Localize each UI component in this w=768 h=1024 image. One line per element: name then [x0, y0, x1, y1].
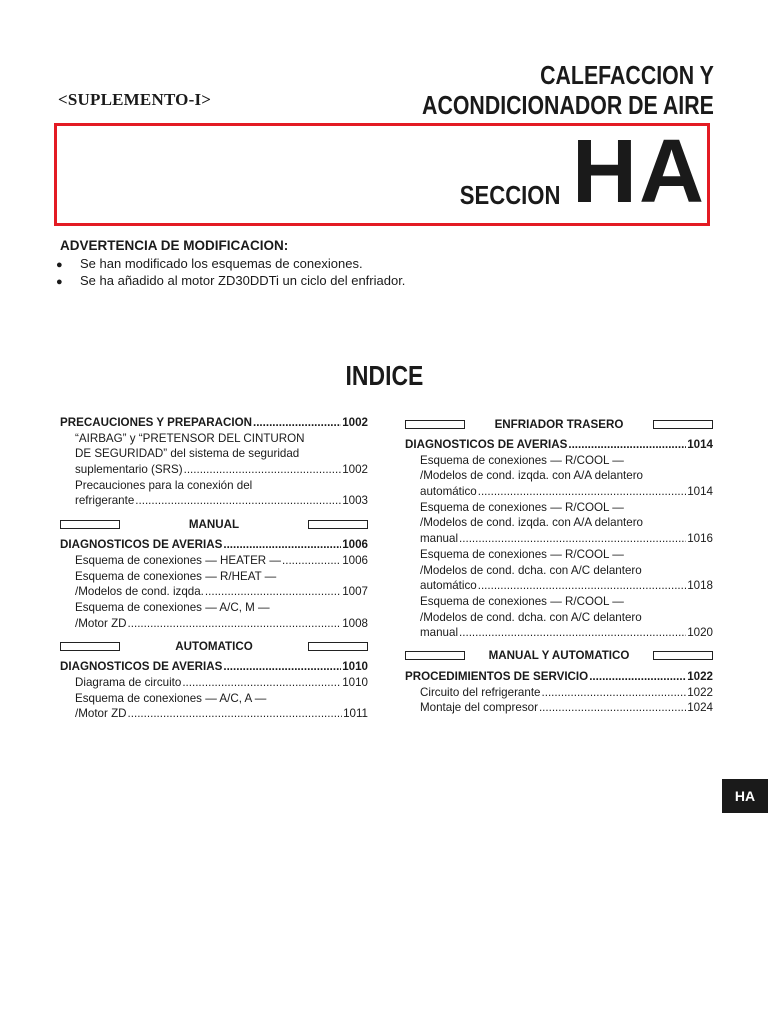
- toc-entry[interactable]: automático ..... 1014: [405, 484, 713, 500]
- toc-entry[interactable]: PRECAUCIONES Y PREPARACION ..... 1002: [60, 415, 368, 431]
- toc-entry[interactable]: suplementario (SRS) ..... 1002: [60, 462, 368, 478]
- warning-item: ● Se ha añadido al motor ZD30DDTi un ciclo del enfriador.: [56, 272, 405, 289]
- toc-entry[interactable]: /Motor ZD ..... 1011: [60, 706, 368, 722]
- toc-entry[interactable]: DIAGNOSTICOS DE AVERIAS ..... 1010: [60, 659, 368, 675]
- section-separator-manual-automatico: MANUAL Y AUTOMATICO: [405, 645, 713, 667]
- toc-entry[interactable]: /Motor ZD ..... 1008: [60, 616, 368, 632]
- toc-entry-line: /Modelos de cond. izqda. con A/A delantero: [420, 516, 644, 530]
- toc-entry[interactable]: Montaje del compresor ..... 1024: [405, 700, 713, 716]
- toc-entry[interactable]: Esquema de conexiones — HEATER — ..... 1006: [60, 553, 368, 569]
- toc-entry-line: Esquema de conexiones — R/COOL —: [420, 547, 624, 561]
- toc-entry[interactable]: automático ..... 1018: [405, 578, 713, 594]
- index-title: INDICE: [345, 360, 423, 391]
- warning-title: ADVERTENCIA DE MODIFICACION:: [60, 238, 289, 253]
- toc-entry-line: Esquema de conexiones — R/COOL —: [420, 453, 624, 467]
- toc-entry-line: /Modelos de cond. dcha. con A/C delantero: [420, 563, 642, 577]
- supplement-label: <SUPLEMENTO-I>: [58, 90, 212, 109]
- toc-entry[interactable]: DIAGNOSTICOS DE AVERIAS ..... 1006: [60, 537, 368, 553]
- section-label: SECCION: [459, 180, 560, 210]
- toc-entry[interactable]: manual ..... 1020: [405, 625, 713, 641]
- section-separator-manual: MANUAL: [60, 513, 368, 535]
- toc-entry[interactable]: /Modelos de cond. izqda. ..... 1007: [60, 584, 368, 600]
- toc-entry-line: Esquema de conexiones — A/C, M —: [75, 600, 270, 614]
- section-code: HA: [572, 122, 706, 222]
- toc-entry[interactable]: Circuito del refrigerante ..... 1022: [405, 685, 713, 701]
- toc-entry-line: “AIRBAG” y “PRETENSOR DEL CINTURON: [75, 431, 305, 445]
- toc-entry-line: /Modelos de cond. izqda. con A/A delantero: [420, 469, 644, 483]
- toc-entry-line: Esquema de conexiones — R/COOL —: [420, 500, 624, 514]
- toc-entry[interactable]: PROCEDIMIENTOS DE SERVICIO ..... 1022: [405, 669, 713, 685]
- toc-left-column: [60, 415, 368, 722]
- section-separator-enfriador: ENFRIADOR TRASERO: [405, 413, 713, 435]
- toc-entry-line: DE SEGURIDAD” del sistema de seguridad: [75, 447, 300, 461]
- title-line-1: CALEFACCION Y: [540, 60, 714, 90]
- title-line-2: ACONDICIONADOR DE AIRE: [422, 90, 714, 120]
- toc-entry[interactable]: Diagrama de circuito ..... 1010: [60, 675, 368, 691]
- warning-item: ● Se han modificado los esquemas de conexiones.: [56, 255, 405, 272]
- toc-entry[interactable]: refrigerante ..... 1003: [60, 493, 368, 509]
- toc-entry-line: Esquema de conexiones — R/HEAT —: [75, 569, 277, 583]
- toc-right-column: [405, 415, 713, 716]
- warning-list: [56, 255, 405, 289]
- bullet-icon: ●: [56, 276, 63, 288]
- toc-entry-line: Esquema de conexiones — R/COOL —: [420, 594, 624, 608]
- toc-entry-line: Precauciones para la conexión del: [75, 478, 253, 492]
- toc-entry[interactable]: manual ..... 1016: [405, 531, 713, 547]
- section-separator-automatico: AUTOMATICO: [60, 635, 368, 657]
- toc-entry-line: Esquema de conexiones — A/C, A —: [75, 691, 267, 705]
- toc-entry[interactable]: DIAGNOSTICOS DE AVERIAS ..... 1014: [405, 437, 713, 453]
- toc-entry-line: /Modelos de cond. dcha. con A/C delantero: [420, 610, 642, 624]
- section-tab-ha[interactable]: HA: [722, 779, 768, 813]
- bullet-icon: ●: [56, 259, 63, 271]
